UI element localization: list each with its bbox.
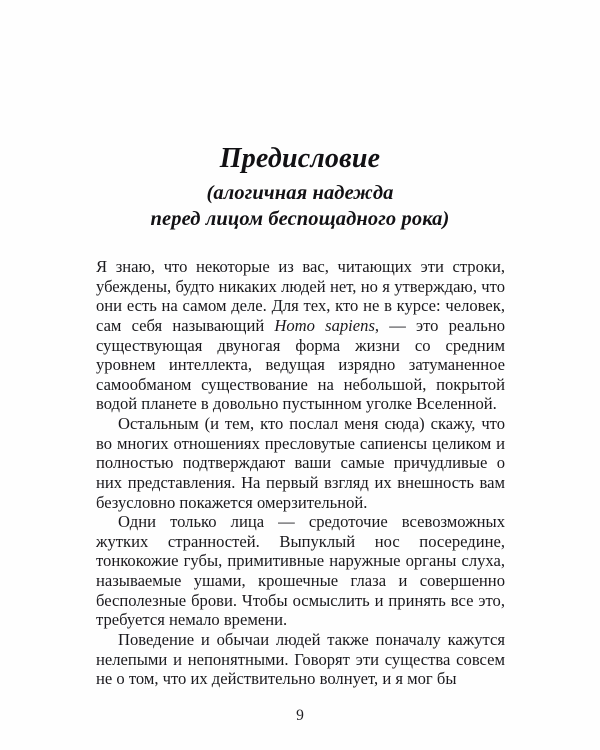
paragraph-1-text-after-italic: , — это реально существующая двуногая форма жизни со средним уровнем интеллекта, ведущая изрядно затуманенное самообманом существование на небольшой, покрытой водой планете в довольно пустынном уголке Вселенной. [96,315,505,414]
paragraph-2: Остальным (и тем, кто послал меня сюда) скажу, что во многих отношениях пресловутые сапиенсы целиком и полностью подтверждают ваши самые причудливые о них представления. На первый взгляд их внешность вам безусловно покажется омерзительной. [96,414,505,512]
paragraph-1 [96,257,505,414]
paragraph-3: Одни только лица — средоточие всевозможных жутких странностей. Выпуклый нос посередине, тонкокожие губы, примитивные наружные органы слуха, называемые ушами, крошечные глаза и совершенно бесполезные брови. Чтобы осмыслить и принять все это, требуется немало времени. [96,512,505,630]
chapter-subtitle-line-1: (алогичная надежда [206,182,394,204]
chapter-subtitle-line-2: перед лицом беспощадного рока) [150,208,450,230]
chapter-title: Предисловие [219,143,381,174]
body-text-block [96,257,505,689]
paragraph-1-text-before-italic: Я знаю, что некоторые из вас, читающих эти строки, убеждены, будто никаких людей нет, но я утверждаю, что они есть на самом деле. Для тех, кто не в курсе: человек, сам себя называющий [96,257,505,335]
page-number: 9 [296,707,304,724]
paragraph-4: Поведение и обычаи людей также поначалу кажутся нелепыми и непонятными. Говорят эти существа совсем не о том, что их действительно волнует, и я мог бы [96,629,505,689]
chapter-heading [96,142,504,232]
scientific-name-homo-sapiens: Homo sapiens [274,315,375,335]
